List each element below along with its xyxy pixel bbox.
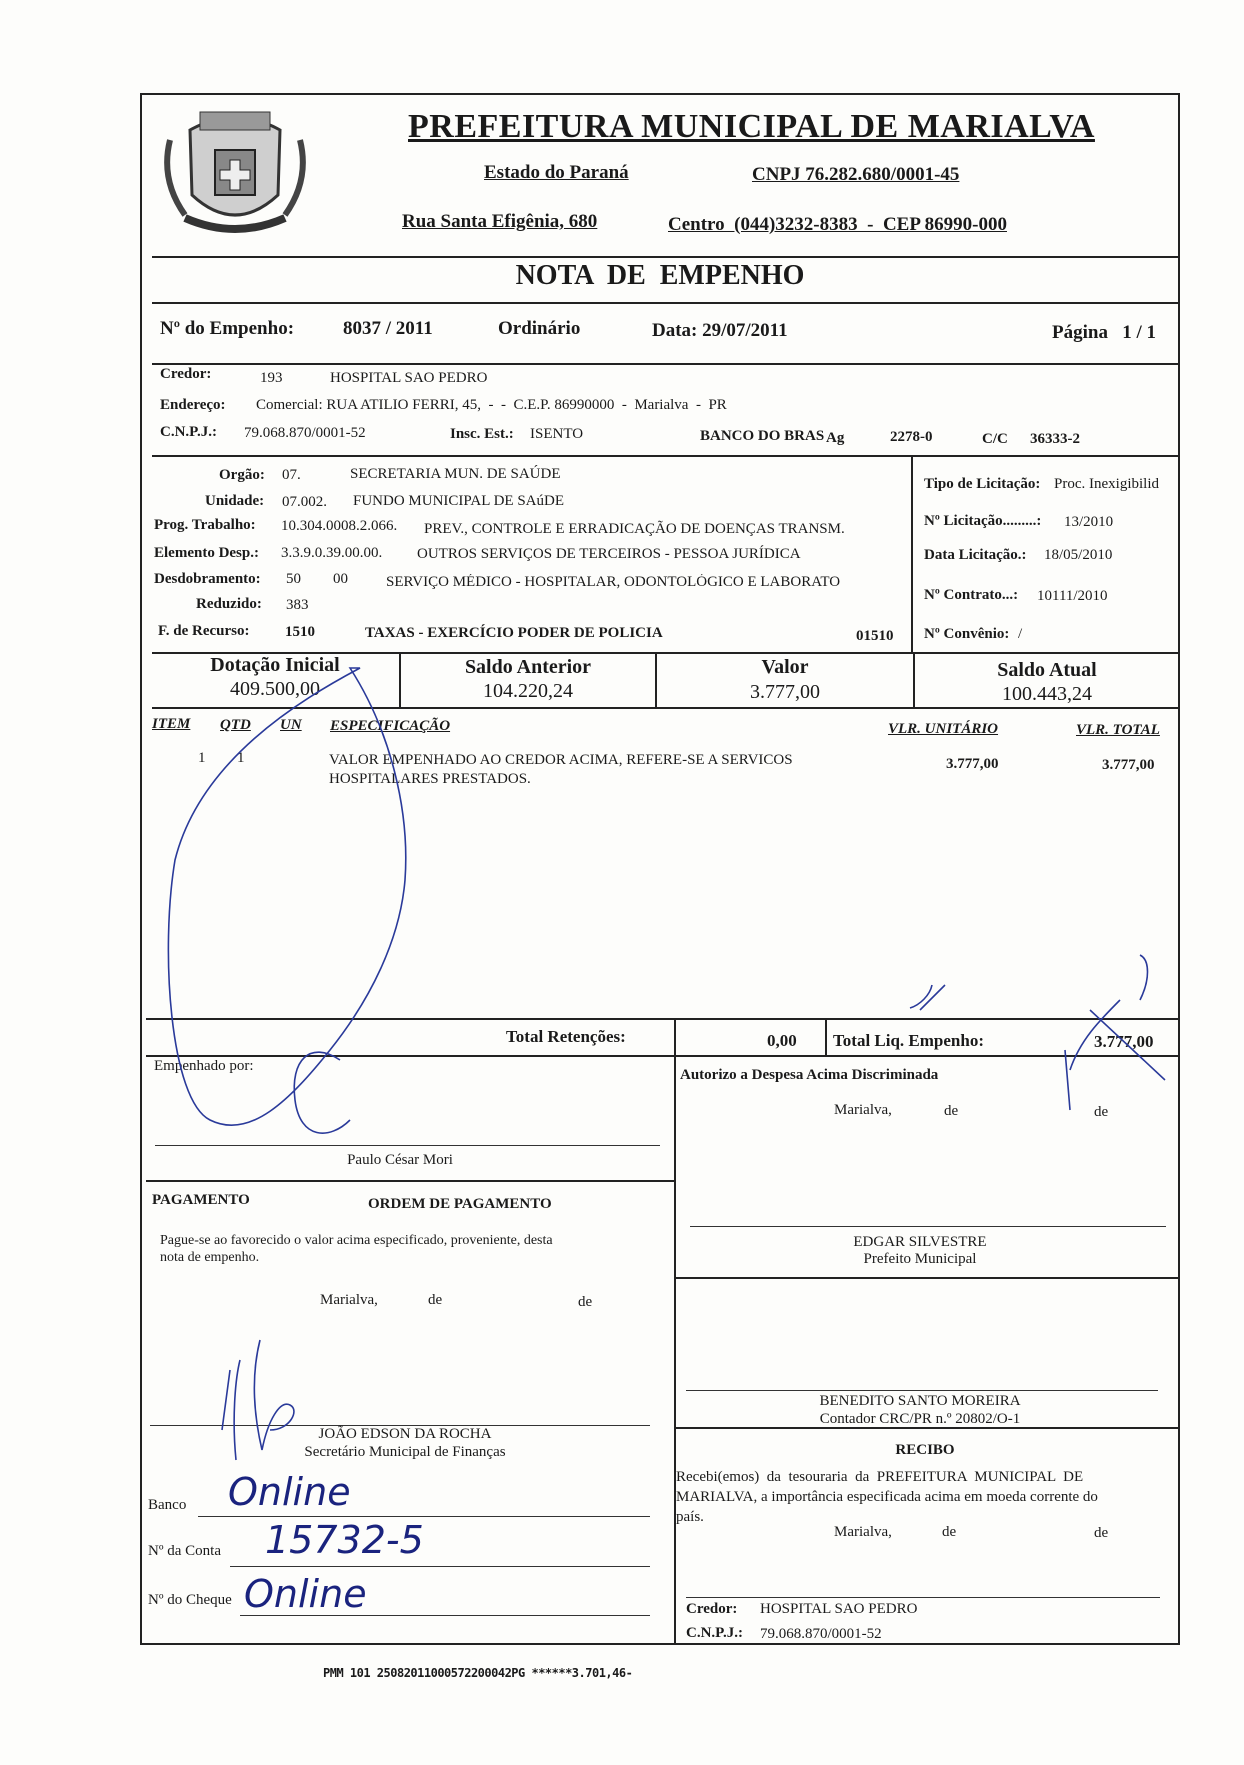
recurso-value: 1510 bbox=[285, 624, 315, 640]
recibo-de2: de bbox=[1094, 1525, 1109, 1541]
elemento-desc: OUTROS SERVIÇOS DE TERCEIROS - PESSOA JURÍDICA bbox=[417, 546, 801, 562]
dotacao-value: 409.500,00 bbox=[230, 678, 320, 700]
bank-name: BANCO DO BRAS bbox=[700, 428, 825, 444]
banco-label: Banco bbox=[148, 1497, 187, 1513]
elemento-label: Elemento Desp.: bbox=[154, 545, 259, 561]
ag-label: Ag bbox=[826, 430, 845, 446]
reduzido-value: 383 bbox=[286, 597, 309, 613]
ag-value: 2278-0 bbox=[890, 429, 933, 445]
credor-name: HOSPITAL SAO PEDRO bbox=[330, 370, 488, 386]
recurso-desc: TAXAS - EXERCÍCIO PODER DE POLICIA bbox=[365, 625, 663, 641]
contador-name: BENEDITO SANTO MOREIRA bbox=[819, 1393, 1021, 1409]
recibo-place: Marialva, bbox=[834, 1524, 892, 1540]
retencoes-label: Total Retenções: bbox=[506, 1027, 626, 1046]
recibo-cnpj-value: 79.068.870/0001-52 bbox=[760, 1626, 882, 1642]
recibo-credor-label: Credor: bbox=[686, 1601, 738, 1617]
saldo-atual-value: 100.443,24 bbox=[1002, 683, 1092, 705]
cheque-label: Nº do Cheque bbox=[148, 1592, 232, 1608]
licitacao-num-label: Nº Licitação.........: bbox=[924, 513, 1042, 529]
row-unit-value: 3.777,00 bbox=[946, 756, 999, 772]
desdobramento-sub: 00 bbox=[333, 571, 348, 587]
convenio-label: Nº Convênio: bbox=[924, 626, 1010, 642]
empenho-label: Nº do Empenho: bbox=[160, 318, 295, 339]
row-qtd: 1 bbox=[237, 750, 245, 766]
credor-cnpj: 79.068.870/0001-52 bbox=[244, 425, 366, 441]
secretario-role: Secretário Municipal de Finanças bbox=[304, 1444, 506, 1460]
autorizo-de2: de bbox=[1094, 1104, 1109, 1120]
row-espec-line1: VALOR EMPENHADO AO CREDOR ACIMA, REFERE-SE A SERVICOS bbox=[329, 752, 793, 768]
ordem-pagamento-title: ORDEM DE PAGAMENTO bbox=[368, 1196, 552, 1212]
orgao-desc: SECRETARIA MUN. DE SAÚDE bbox=[350, 466, 561, 482]
prefeito-name: EDGAR SILVESTRE bbox=[853, 1234, 987, 1250]
licitacao-date-label: Data Licitação.: bbox=[924, 547, 1027, 563]
row-espec-line2: HOSPITALARES PRESTADOS. bbox=[329, 771, 531, 787]
row-total-value: 3.777,00 bbox=[1102, 757, 1155, 773]
prog-label: Prog. Trabalho: bbox=[154, 517, 256, 533]
header-state: Estado do Paraná bbox=[484, 162, 629, 183]
contrato-label: Nº Contrato...: bbox=[924, 587, 1019, 603]
municipal-crest bbox=[160, 100, 310, 245]
col-un: UN bbox=[280, 717, 302, 733]
pagamento-de2: de bbox=[578, 1294, 593, 1310]
recibo-cnpj-label: C.N.P.J.: bbox=[686, 1625, 743, 1641]
retencoes-value: 0,00 bbox=[767, 1031, 797, 1050]
saldo-anterior-label: Saldo Anterior bbox=[464, 656, 592, 678]
reduzido-label: Reduzido: bbox=[196, 596, 262, 612]
pagamento-text-2: nota de empenho. bbox=[160, 1250, 260, 1265]
licitacao-date: 18/05/2010 bbox=[1044, 547, 1113, 563]
header-contact: Centro (044)3232-8383 - CEP 86990-000 bbox=[668, 214, 1007, 235]
cnpj-label: C.N.P.J.: bbox=[160, 424, 217, 440]
desdobramento-desc: SERVIÇO MÉDICO - HOSPITALAR, ODONTOLÓGICO E LABORATO bbox=[386, 574, 841, 590]
saldo-anterior-value: 104.220,24 bbox=[483, 680, 573, 702]
pagamento-label: PAGAMENTO bbox=[152, 1192, 250, 1208]
col-vlr-total: VLR. TOTAL bbox=[1076, 722, 1160, 738]
cheque-handwritten: Online bbox=[244, 1572, 367, 1616]
recibo-title: RECIBO bbox=[895, 1442, 955, 1458]
desdobramento-value: 50 bbox=[286, 571, 301, 587]
row-item: 1 bbox=[198, 750, 206, 766]
autorizo-title: Autorizo a Despesa Acima Discriminada bbox=[680, 1067, 939, 1083]
elemento-value: 3.3.9.0.39.00.00. bbox=[281, 545, 383, 561]
pagamento-text-1: Pague-se ao favorecido o valor acima especificado, proveniente, desta bbox=[160, 1233, 553, 1248]
dotacao-label: Dotação Inicial bbox=[210, 654, 340, 676]
pagamento-de1: de bbox=[428, 1292, 443, 1308]
valor-value: 3.777,00 bbox=[750, 681, 820, 703]
col-vlr-unitario: VLR. UNITÁRIO bbox=[888, 721, 999, 737]
header-title: PREFEITURA MUNICIPAL DE MARIALVA bbox=[408, 108, 1095, 145]
secretario-name: JOÃO EDSON DA ROCHA bbox=[318, 1426, 492, 1442]
footer-code: PMM 101 25082011000572200042PG ******3.701,46- bbox=[323, 1666, 633, 1680]
col-item: ITEM bbox=[152, 716, 191, 732]
unidade-label: Unidade: bbox=[205, 493, 265, 509]
conta-label: Nº da Conta bbox=[148, 1543, 221, 1559]
pagamento-place: Marialva, bbox=[320, 1292, 378, 1308]
header-cnpj: CNPJ 76.282.680/0001-45 bbox=[752, 164, 960, 185]
saldo-atual-label: Saldo Atual bbox=[997, 659, 1097, 681]
recibo-credor-name: HOSPITAL SAO PEDRO bbox=[760, 1601, 918, 1617]
autorizo-de1: de bbox=[944, 1103, 959, 1119]
col-qtd: QTD bbox=[220, 717, 251, 733]
convenio-value: / bbox=[1018, 626, 1023, 642]
prefeito-role: Prefeito Municipal bbox=[863, 1251, 977, 1267]
licitacao-num: 13/2010 bbox=[1064, 514, 1114, 530]
empenho-type: Ordinário bbox=[498, 318, 581, 339]
recibo-line-3: país. bbox=[676, 1509, 704, 1525]
col-especificacao: ESPECIFICAÇÃO bbox=[330, 718, 451, 734]
liq-label: Total Liq. Empenho: bbox=[833, 1031, 984, 1050]
empenho-number: 8037 / 2011 bbox=[343, 318, 433, 339]
orgao-label: Orgão: bbox=[219, 467, 265, 483]
recibo-de1: de bbox=[942, 1524, 957, 1540]
contador-role: Contador CRC/PR n.º 20802/O-1 bbox=[819, 1411, 1021, 1427]
insc-value: ISENTO bbox=[530, 426, 584, 442]
prog-desc: PREV., CONTROLE E ERRADICAÇÃO DE DOENÇAS TRANSM. bbox=[424, 521, 845, 537]
desdobramento-label: Desdobramento: bbox=[154, 571, 261, 587]
recurso-label: F. de Recurso: bbox=[158, 623, 250, 639]
unidade-desc: FUNDO MUNICIPAL DE SAúDE bbox=[353, 493, 564, 509]
doc-title: NOTA DE EMPENHO bbox=[515, 260, 805, 291]
liq-value: 3.777,00 bbox=[1094, 1032, 1154, 1051]
credor-code: 193 bbox=[260, 370, 283, 386]
licitacao-type-label: Tipo de Licitação: bbox=[924, 476, 1041, 492]
empenhado-name: Paulo César Mori bbox=[347, 1152, 453, 1168]
credor-address: Comercial: RUA ATILIO FERRI, 45, - - C.E.P. 86990000 - Marialva - PR bbox=[256, 397, 727, 413]
header-address: Rua Santa Efigênia, 680 bbox=[402, 211, 598, 232]
valor-label: Valor bbox=[761, 656, 809, 678]
cc-label: C/C bbox=[982, 431, 1008, 447]
crest-icon bbox=[160, 100, 310, 245]
contrato-value: 10111/2010 bbox=[1037, 588, 1108, 604]
banco-handwritten: Online bbox=[228, 1470, 351, 1514]
unidade-value: 07.002. bbox=[282, 494, 327, 510]
credor-label: Credor: bbox=[160, 366, 212, 382]
empenho-date: Data: 29/07/2011 bbox=[652, 320, 788, 341]
prog-value: 10.304.0008.2.066. bbox=[281, 518, 398, 534]
page-number: Página 1 / 1 bbox=[1052, 322, 1156, 343]
cc-value: 36333-2 bbox=[1030, 431, 1080, 447]
address-label: Endereço: bbox=[160, 397, 226, 413]
empenhado-label: Empenhado por: bbox=[154, 1058, 254, 1074]
orgao-value: 07. bbox=[282, 467, 301, 483]
recibo-line-2: MARIALVA, a importância especificada acima em moeda corrente do bbox=[676, 1489, 1098, 1505]
autorizo-place: Marialva, bbox=[834, 1102, 892, 1118]
recibo-line-1: Recebi(emos) da tesouraria da PREFEITURA MUNICIPAL DE bbox=[676, 1469, 1084, 1485]
licitacao-type: Proc. Inexigibilid bbox=[1054, 476, 1159, 492]
insc-label: Insc. Est.: bbox=[450, 426, 514, 442]
recurso-code: 01510 bbox=[856, 628, 894, 644]
conta-handwritten: 15732-5 bbox=[265, 1518, 424, 1562]
